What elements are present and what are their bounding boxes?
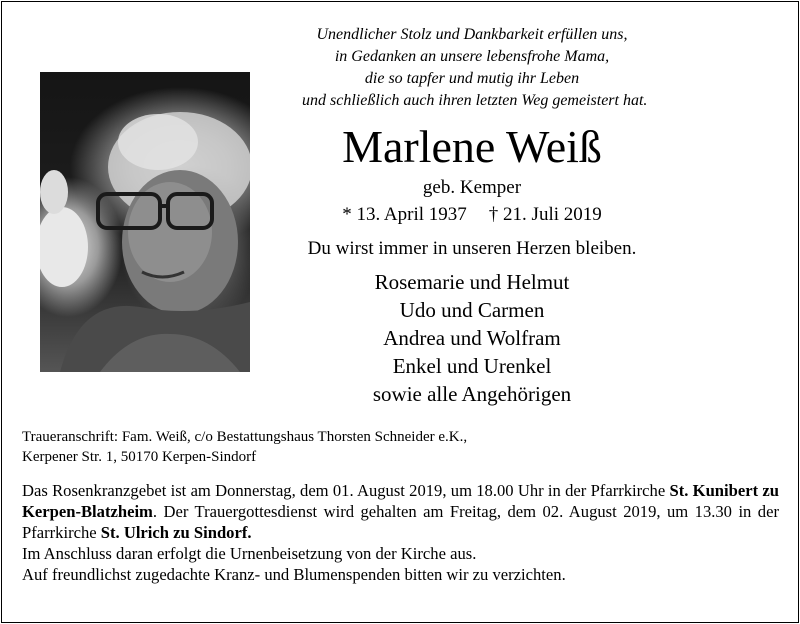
memorial-motto: Du wirst immer in unseren Herzen bleiben.: [307, 238, 637, 259]
service-notice: [22, 480, 779, 585]
address-line-1: Traueranschrift: Fam. Weiß, c/o Bestattungshaus Thorsten Schneider e.K.,: [22, 429, 468, 445]
service-text-1: Das Rosenkranzgebet ist am Donnerstag, dem 01. August 2019, um 18.00 Uhr in der Pfarrkirche: [22, 481, 670, 500]
church-ulrich: St. Ulrich zu Sindorf.: [100, 523, 252, 542]
quote-line-3: die so tapfer und mutig ihr Leben: [364, 70, 580, 87]
quote-line-1: Unendlicher Stolz und Dankbarkeit erfüllen uns,: [316, 26, 628, 43]
mourner-line: sowie alle Angehörigen: [372, 382, 572, 406]
portrait-drawing: [40, 72, 250, 372]
quote-line-2: in Gedanken an unsere lebensfrohe Mama,: [334, 48, 610, 65]
obituary-card: [1, 1, 799, 623]
donation-note: Auf freundlichst zugedachte Kranz- und Blumenspenden bitten wir zu verzichten.: [22, 565, 566, 584]
service-text-2: . Der Trauergottesdienst wird gehalten am Freitag, dem 02. August 2019, um 13.30 in der Pfarrkirche: [22, 502, 779, 542]
portrait-photo: [40, 72, 250, 372]
birth-name: geb. Kemper: [422, 177, 522, 198]
address-line-2: Kerpener Str. 1, 50170 Kerpen-Sindorf: [22, 449, 257, 465]
mourning-address: [22, 427, 642, 467]
burial-note: Im Anschluss daran erfolgt die Urnenbeisetzung von der Kirche aus.: [22, 544, 477, 563]
mourner-line: Enkel und Urenkel: [392, 354, 552, 378]
mourner-line: Rosemarie und Helmut: [374, 270, 570, 294]
deceased-name: Marlene Weiß: [342, 121, 602, 172]
mourner-line: Andrea und Wolfram: [383, 326, 561, 350]
death-date: † 21. Juli 2019: [488, 204, 602, 225]
memorial-quote: [302, 24, 648, 112]
quote-line-4: und schließlich auch ihren letzten Weg gemeistert hat.: [302, 92, 648, 109]
service-paragraph: [22, 480, 779, 543]
mourners-list: [302, 268, 642, 408]
mourner-line: Udo und Carmen: [399, 298, 545, 322]
life-dates: [302, 203, 642, 227]
birth-date: * 13. April 1937: [342, 204, 467, 225]
church-kunibert: St. Kunibert zu Kerpen-Blatzheim: [22, 481, 779, 521]
